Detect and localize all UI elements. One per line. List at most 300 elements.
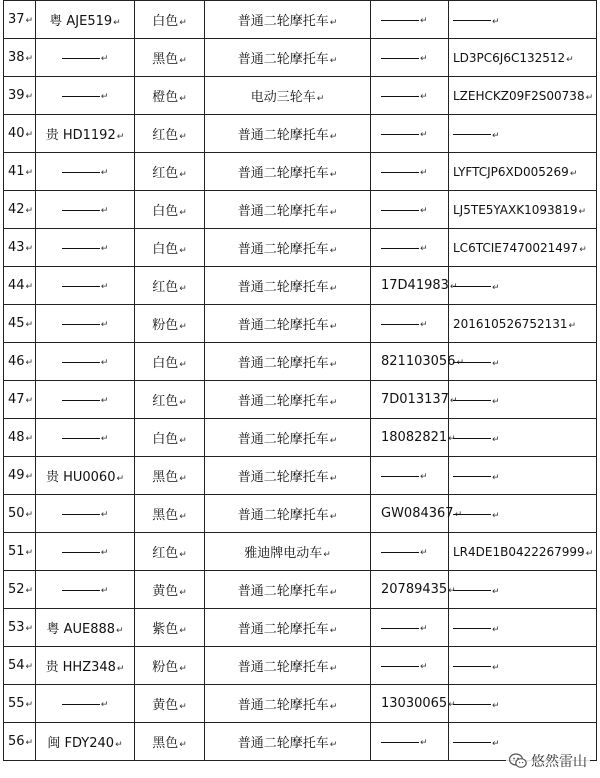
vehicle-color: 红色 [152, 546, 179, 561]
row-number: 50 [8, 506, 25, 521]
vin-number-blank-line [453, 741, 491, 743]
paragraph-mark: ↵ [116, 474, 125, 484]
engine-number-cell [371, 419, 456, 457]
paragraph-mark: ↵ [448, 434, 456, 444]
vehicle-color: 白色 [152, 14, 179, 29]
row-number: 37 [8, 12, 25, 27]
plate-number-blank-line [62, 95, 100, 97]
paragraph-mark: ↵ [179, 702, 187, 712]
paragraph-mark: ↵ [329, 246, 338, 256]
paragraph-mark: ↵ [113, 18, 121, 28]
row-number: 51 [8, 544, 25, 559]
vin-number-blank-line [453, 665, 491, 667]
plate-number-cell [36, 229, 135, 267]
paragraph-mark: ↵ [25, 548, 34, 558]
paragraph-mark: ↵ [25, 320, 34, 330]
paragraph-mark: ↵ [492, 700, 500, 711]
paragraph-mark: ↵ [420, 244, 428, 254]
table-row [4, 39, 597, 77]
vin-number-cell [449, 343, 597, 381]
row-number-cell [4, 457, 36, 495]
row-number-cell [4, 153, 36, 191]
engine-number-cell [371, 77, 449, 115]
paragraph-mark: ↵ [25, 358, 34, 368]
vin-number-cell [449, 305, 597, 343]
vin-number-cell [449, 609, 597, 647]
engine-number-blank-line [381, 95, 419, 97]
paragraph-mark: ↵ [100, 510, 109, 520]
plate-number-blank-line [62, 171, 100, 173]
paragraph-mark: ↵ [492, 662, 500, 673]
row-number-cell [4, 229, 36, 267]
row-number-cell [4, 495, 36, 533]
row-number: 38 [8, 50, 25, 65]
vehicle-type: 普通二轮摩托车 [237, 52, 329, 67]
row-number: 48 [8, 430, 25, 445]
vehicle-color: 红色 [152, 128, 179, 143]
paragraph-mark: ↵ [492, 396, 500, 407]
paragraph-mark: ↵ [329, 664, 338, 674]
paragraph-mark: ↵ [585, 548, 594, 559]
plate-number-cell [36, 609, 135, 647]
engine-number: 7D013137 [381, 392, 449, 407]
table-row [4, 1, 597, 39]
vehicle-table [3, 0, 597, 761]
paragraph-mark: ↵ [329, 284, 338, 294]
plate-number-blank-line [62, 361, 100, 363]
paragraph-mark: ↵ [492, 282, 500, 293]
vehicle-type-cell [205, 457, 371, 495]
engine-number-blank-line [381, 475, 419, 477]
vin-number-cell [449, 533, 597, 571]
engine-number-cell [371, 571, 456, 609]
vin-number-cell [449, 229, 597, 267]
vehicle-type-cell [205, 571, 371, 609]
table-row [4, 229, 597, 267]
paragraph-mark: ↵ [420, 54, 428, 64]
paragraph-mark: ↵ [492, 738, 500, 749]
vehicle-color-cell [135, 685, 205, 723]
row-number-cell [4, 571, 36, 609]
table-row [4, 495, 597, 533]
engine-number-cell [371, 343, 464, 381]
vehicle-type: 普通二轮摩托车 [237, 318, 329, 333]
vehicle-type-cell [205, 191, 371, 229]
plate-number-cell [36, 1, 135, 39]
paragraph-mark: ↵ [179, 170, 187, 180]
vin-number: LJ5TE5YAXK1093819 [453, 202, 578, 217]
vehicle-color-cell [135, 723, 205, 761]
row-number: 47 [8, 392, 25, 407]
vin-number-cell [449, 457, 597, 495]
paragraph-mark: ↵ [569, 168, 578, 179]
engine-number-cell [371, 647, 449, 685]
engine-number: 13030065 [381, 696, 448, 711]
paragraph-mark: ↵ [100, 434, 109, 444]
plate-number-blank-line [62, 399, 100, 401]
vin-number-blank-line [453, 133, 491, 135]
plate-number-blank-line [62, 209, 100, 211]
vin-number-cell [449, 685, 597, 723]
row-number: 52 [8, 582, 25, 597]
engine-number-blank-line [381, 551, 419, 553]
vehicle-color-cell [135, 571, 205, 609]
row-number-cell [4, 191, 36, 229]
engine-number-blank-line [381, 171, 419, 173]
paragraph-mark: ↵ [492, 624, 500, 635]
table-row [4, 305, 597, 343]
paragraph-mark: ↵ [179, 322, 187, 332]
vehicle-color: 白色 [152, 432, 179, 447]
paragraph-mark: ↵ [420, 320, 428, 330]
plate-number: 贵 HHZ348 [45, 660, 116, 675]
vin-number-blank-line [453, 19, 491, 21]
row-number: 56 [8, 734, 25, 749]
paragraph-mark: ↵ [323, 550, 331, 560]
vehicle-color-cell [135, 305, 205, 343]
row-number-cell [4, 39, 36, 77]
vehicle-type: 普通二轮摩托车 [237, 204, 329, 219]
plate-number: 贵 HD1192 [45, 128, 116, 143]
vin-number-cell [449, 191, 597, 229]
row-number: 55 [8, 696, 25, 711]
paragraph-mark: ↵ [585, 92, 594, 103]
vehicle-color-cell [135, 153, 205, 191]
paragraph-mark: ↵ [179, 588, 187, 598]
engine-number-cell [371, 39, 449, 77]
paragraph-mark: ↵ [329, 132, 338, 142]
vin-number-cell [449, 1, 597, 39]
plate-number-blank-line [62, 247, 100, 249]
row-number-cell [4, 305, 36, 343]
paragraph-mark: ↵ [179, 626, 187, 636]
engine-number-cell [371, 305, 449, 343]
vin-number-blank-line [453, 513, 491, 515]
vehicle-type-cell [205, 495, 371, 533]
paragraph-mark: ↵ [179, 436, 187, 446]
vehicle-color-cell [135, 115, 205, 153]
vehicle-type-cell [205, 533, 371, 571]
table-row [4, 457, 597, 495]
vehicle-type-cell [205, 343, 371, 381]
table-row [4, 77, 597, 115]
table-row [4, 647, 597, 685]
vin-number: LD3PC6J6C132512 [453, 50, 566, 65]
vehicle-color-cell [135, 381, 205, 419]
paragraph-mark: ↵ [420, 624, 428, 634]
vin-number-cell [449, 115, 597, 153]
paragraph-mark: ↵ [420, 548, 428, 558]
engine-number: 821103056 [381, 354, 456, 369]
paragraph-mark: ↵ [449, 396, 458, 406]
paragraph-mark: ↵ [25, 206, 34, 216]
row-number-cell [4, 115, 36, 153]
paragraph-mark: ↵ [454, 510, 463, 520]
vin-number-blank-line [453, 703, 491, 705]
paragraph-mark: ↵ [116, 626, 124, 636]
paragraph-mark: ↵ [578, 206, 587, 217]
vehicle-color-cell [135, 191, 205, 229]
paragraph-mark: ↵ [100, 54, 109, 64]
row-number-cell [4, 343, 36, 381]
paragraph-mark: ↵ [25, 92, 34, 102]
plate-number-cell [36, 381, 135, 419]
vehicle-color: 橙色 [152, 90, 179, 105]
table-row [4, 191, 597, 229]
vin-number-cell [449, 647, 597, 685]
paragraph-mark: ↵ [116, 664, 125, 674]
paragraph-mark: ↵ [179, 360, 187, 370]
vehicle-type: 普通二轮摩托车 [237, 242, 329, 257]
row-number: 44 [8, 278, 25, 293]
plate-number-blank-line [62, 437, 100, 439]
plate-number-cell [36, 723, 135, 761]
paragraph-mark: ↵ [329, 740, 338, 750]
row-number-cell [4, 381, 36, 419]
vin-number: LR4DE1B0422267999 [453, 544, 585, 559]
paragraph-mark: ↵ [329, 474, 338, 484]
engine-number-cell [371, 229, 449, 267]
paragraph-mark: ↵ [179, 246, 187, 256]
vehicle-type: 普通二轮摩托车 [237, 736, 329, 751]
vehicle-color-cell [135, 647, 205, 685]
plate-number-blank-line [62, 57, 100, 59]
vehicle-type-cell [205, 115, 371, 153]
paragraph-mark: ↵ [492, 434, 500, 445]
paragraph-mark: ↵ [329, 436, 338, 446]
plate-number: 粤 AJE519 [49, 14, 113, 29]
paragraph-mark: ↵ [179, 740, 187, 750]
paragraph-mark: ↵ [25, 510, 34, 520]
engine-number-blank-line [381, 323, 419, 325]
vehicle-type-cell [205, 419, 371, 457]
row-number: 53 [8, 620, 25, 635]
vehicle-type-cell [205, 381, 371, 419]
plate-number-cell [36, 267, 135, 305]
paragraph-mark: ↵ [448, 700, 456, 710]
paragraph-mark: ↵ [179, 398, 187, 408]
paragraph-mark: ↵ [179, 56, 187, 66]
paragraph-mark: ↵ [179, 474, 187, 484]
paragraph-mark: ↵ [100, 358, 109, 368]
vin-number-cell [449, 153, 597, 191]
vehicle-type-cell [205, 229, 371, 267]
paragraph-mark: ↵ [25, 472, 34, 482]
row-number: 40 [8, 126, 25, 141]
paragraph-mark: ↵ [329, 360, 338, 370]
vehicle-type: 雅迪牌电动车 [244, 546, 323, 561]
vehicle-type-cell [205, 305, 371, 343]
vehicle-type: 普通二轮摩托车 [237, 128, 329, 143]
table-row [4, 609, 597, 647]
vin-number-blank-line [453, 399, 491, 401]
vehicle-table-body [4, 1, 597, 761]
vehicle-color-cell [135, 419, 205, 457]
vin-number-cell [449, 77, 597, 115]
plate-number-cell [36, 571, 135, 609]
plate-number-blank-line [62, 703, 100, 705]
paragraph-mark: ↵ [179, 132, 187, 142]
plate-number-cell [36, 39, 135, 77]
paragraph-mark: ↵ [329, 56, 338, 66]
engine-number-cell [371, 381, 458, 419]
paragraph-mark: ↵ [566, 54, 574, 65]
vehicle-color-cell [135, 39, 205, 77]
row-number-cell [4, 1, 36, 39]
vehicle-type: 电动三轮车 [250, 90, 316, 105]
paragraph-mark: ↵ [329, 512, 338, 522]
paragraph-mark: ↵ [492, 586, 500, 597]
paragraph-mark: ↵ [420, 662, 428, 672]
row-number-cell [4, 419, 36, 457]
paragraph-mark: ↵ [25, 738, 34, 748]
vehicle-type: 普通二轮摩托车 [237, 622, 329, 637]
engine-number-cell [371, 153, 449, 191]
table-row [4, 419, 597, 457]
vehicle-color: 紫色 [152, 622, 179, 637]
paragraph-mark: ↵ [492, 16, 500, 27]
paragraph-mark: ↵ [420, 168, 428, 178]
row-number-cell [4, 267, 36, 305]
paragraph-mark: ↵ [179, 550, 187, 560]
paragraph-mark: ↵ [329, 626, 338, 636]
vin-number: LZEHCKZ09F2S00738 [453, 88, 585, 103]
vehicle-type-cell [205, 723, 371, 761]
row-number-cell [4, 609, 36, 647]
vehicle-type-cell [205, 153, 371, 191]
vehicle-color: 黑色 [152, 52, 179, 67]
vehicle-color: 白色 [152, 242, 179, 257]
paragraph-mark: ↵ [492, 130, 500, 141]
engine-number-blank-line [381, 57, 419, 59]
plate-number-cell [36, 191, 135, 229]
paragraph-mark: ↵ [25, 168, 34, 178]
vehicle-color: 黄色 [152, 584, 179, 599]
vin-number-cell [449, 495, 597, 533]
paragraph-mark: ↵ [448, 586, 456, 596]
paragraph-mark: ↵ [100, 244, 109, 254]
paragraph-mark: ↵ [100, 586, 109, 596]
row-number: 42 [8, 202, 25, 217]
vehicle-color-cell [135, 267, 205, 305]
vehicle-type-cell [205, 77, 371, 115]
paragraph-mark: ↵ [329, 208, 338, 218]
vehicle-type-cell [205, 609, 371, 647]
row-number-cell [4, 647, 36, 685]
plate-number-cell [36, 685, 135, 723]
engine-number-cell [371, 1, 449, 39]
table-row [4, 685, 597, 723]
engine-number-blank-line [381, 209, 419, 211]
vehicle-color: 黑色 [152, 470, 179, 485]
plate-number-cell [36, 305, 135, 343]
vehicle-type-cell [205, 267, 371, 305]
vehicle-color: 黑色 [152, 508, 179, 523]
paragraph-mark: ↵ [329, 702, 338, 712]
table-row [4, 115, 597, 153]
table-row [4, 381, 597, 419]
row-number: 45 [8, 316, 25, 331]
vehicle-color-cell [135, 229, 205, 267]
vehicle-color: 黑色 [152, 736, 179, 751]
plate-number-cell [36, 495, 135, 533]
vehicle-type: 普通二轮摩托车 [237, 584, 329, 599]
paragraph-mark: ↵ [25, 54, 34, 64]
paragraph-mark: ↵ [420, 16, 428, 26]
vin-number: LC6TCIE7470021497 [453, 240, 579, 255]
row-number: 46 [8, 354, 25, 369]
vin-number-blank-line [453, 627, 491, 629]
paragraph-mark: ↵ [420, 206, 428, 216]
vehicle-type: 普通二轮摩托车 [237, 508, 329, 523]
plate-number-cell [36, 77, 135, 115]
row-number-cell [4, 685, 36, 723]
paragraph-mark: ↵ [492, 472, 500, 483]
vehicle-type: 普通二轮摩托车 [237, 14, 329, 29]
plate-number-blank-line [62, 285, 100, 287]
paragraph-mark: ↵ [25, 434, 34, 444]
engine-number-cell [371, 267, 458, 305]
row-number: 43 [8, 240, 25, 255]
plate-number: 粤 AUE888 [46, 622, 116, 637]
paragraph-mark: ↵ [25, 130, 34, 140]
paragraph-mark: ↵ [420, 472, 428, 482]
paragraph-mark: ↵ [25, 624, 34, 634]
paragraph-mark: ↵ [179, 208, 187, 218]
plate-number-cell [36, 115, 135, 153]
paragraph-mark: ↵ [492, 510, 500, 521]
paragraph-mark: ↵ [100, 168, 109, 178]
engine-number: 18082821 [381, 430, 448, 445]
row-number-cell [4, 723, 36, 761]
paragraph-mark: ↵ [25, 282, 34, 292]
paragraph-mark: ↵ [492, 358, 500, 369]
vehicle-type: 普通二轮摩托车 [237, 166, 329, 181]
plate-number-blank-line [62, 323, 100, 325]
engine-number-blank-line [381, 741, 419, 743]
vin-number-blank-line [453, 285, 491, 287]
paragraph-mark: ↵ [25, 244, 34, 254]
vin-number: 201610526752131 [453, 316, 568, 331]
vehicle-color-cell [135, 77, 205, 115]
paragraph-mark: ↵ [179, 94, 187, 104]
engine-number-blank-line [381, 19, 419, 21]
paragraph-mark: ↵ [100, 320, 109, 330]
row-number: 54 [8, 658, 25, 673]
engine-number-cell [371, 609, 449, 647]
vin-number-cell [449, 571, 597, 609]
engine-number-cell [371, 685, 456, 723]
vin-number-blank-line [453, 589, 491, 591]
plate-number-blank-line [62, 513, 100, 515]
table-row [4, 153, 597, 191]
paragraph-mark: ↵ [115, 740, 123, 750]
plate-number-cell [36, 419, 135, 457]
plate-number: 闽 FDY240 [47, 736, 115, 751]
paragraph-mark: ↵ [100, 282, 109, 292]
paragraph-mark: ↵ [329, 18, 338, 28]
paragraph-mark: ↵ [420, 738, 428, 748]
vehicle-type: 普通二轮摩托车 [237, 394, 329, 409]
vehicle-color: 粉色 [152, 318, 179, 333]
paragraph-mark: ↵ [100, 700, 109, 710]
table-row [4, 267, 597, 305]
row-number: 39 [8, 88, 25, 103]
engine-number-blank-line [381, 665, 419, 667]
vehicle-color-cell [135, 533, 205, 571]
vin-number-cell [449, 267, 597, 305]
engine-number-cell [371, 115, 449, 153]
